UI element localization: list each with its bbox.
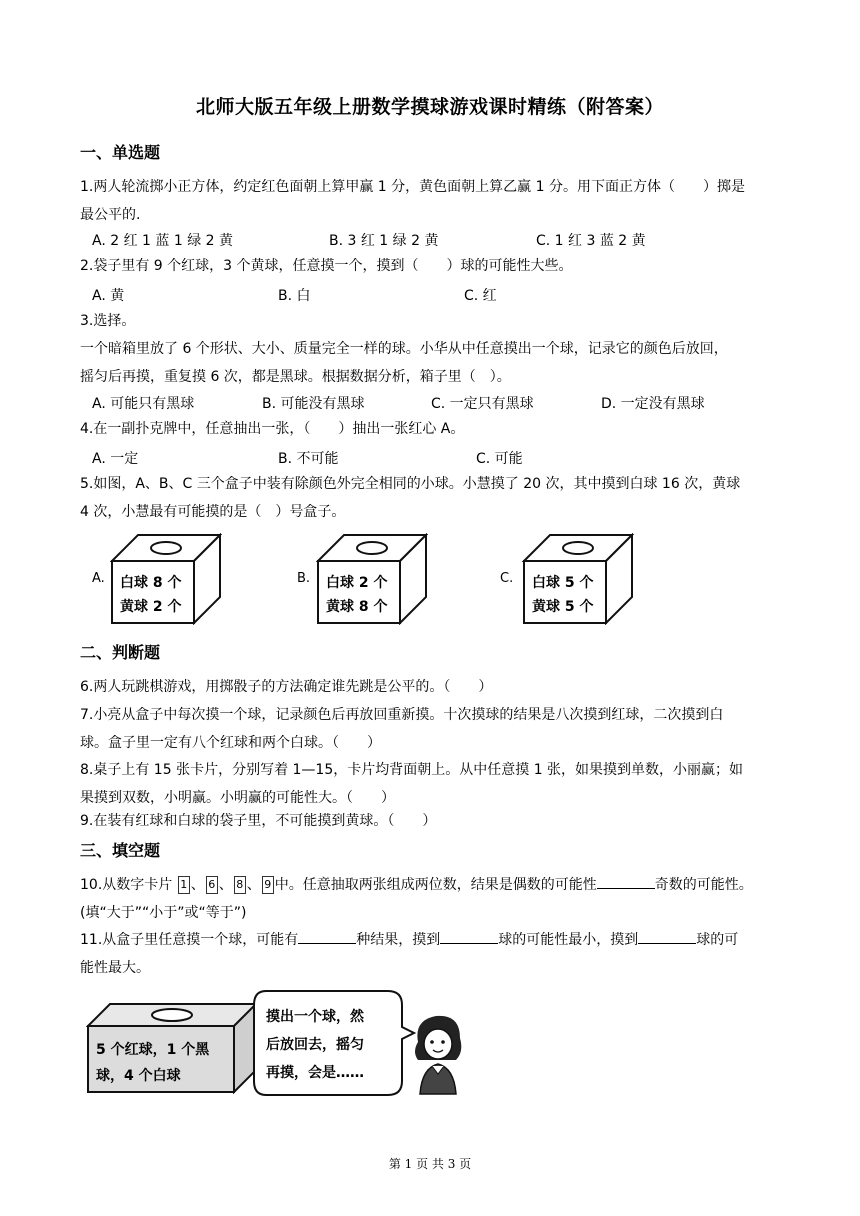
option-a: A. 黄 xyxy=(92,288,125,304)
question-9: 9.在装有红球和白球的袋子里，不可能摸到黄球。（ ） xyxy=(80,813,437,829)
question-10-line-2: (填“大于”“小于”或“等于”) xyxy=(80,905,247,921)
question-3-line-2: 摇匀后再摸，重复摸 6 次，都是黑球。根据数据分析，箱子里（ ）。 xyxy=(80,369,511,385)
question-3-line-1: 一个暗箱里放了 6 个形状、大小、质量完全一样的球。小华从中任意摸出一个球，记录它的颜色后放回， xyxy=(80,341,728,357)
question-3-options xyxy=(92,393,782,417)
box-b-figure xyxy=(316,533,428,625)
question-2-line-1: 2.袋子里有 9 个红球，3 个黄球，任意摸一个，摸到（ ）球的可能性大些。 xyxy=(80,258,573,274)
question-2-options xyxy=(92,285,782,309)
question-10 xyxy=(80,871,780,927)
answer-blank[interactable] xyxy=(638,929,696,944)
number-card: 1 xyxy=(178,876,190,894)
page-title: 北师大版五年级上册数学摸球游戏课时精练（附答案） xyxy=(195,96,664,118)
question-5-line-2: 4 次，小慧最有可能摸的是（ ）号盒子。 xyxy=(80,504,346,520)
box-contents-line-2: 球，4 个白球 xyxy=(96,1068,181,1084)
question-11-text-part-3: 球的可能性最小，摸到 xyxy=(498,932,639,948)
question-11-text-part-1: 11.从盒子里任意摸一个球，可能有 xyxy=(80,932,299,948)
option-c: C. 1 红 3 蓝 2 黄 xyxy=(536,233,646,249)
option-d: D. 一定没有黑球 xyxy=(601,396,705,412)
option-c: C. 一定只有黑球 xyxy=(431,396,534,412)
box-a-figure xyxy=(110,533,222,625)
question-4-line-1: 4.在一副扑克牌中，任意抽出一张，（ ）抽出一张红心 A。 xyxy=(80,421,465,437)
box-b-white-count: 白球 2 个 xyxy=(326,575,388,591)
section-heading-single-choice: 一、单选题 xyxy=(80,143,161,162)
box-a-yellow-count: 黄球 2 个 xyxy=(120,599,182,615)
question-8 xyxy=(80,756,780,812)
option-c: C. 可能 xyxy=(476,451,523,467)
girl-illustration xyxy=(410,1012,466,1096)
box-c-figure xyxy=(522,533,634,625)
question-11-text-part-4: 球的可 xyxy=(696,932,739,948)
question-5-line-1: 5.如图，A、B、C 三个盒子中装有除颜色外完全相同的小球。小慧摸了 20 次，其中摸到白球 16 次，黄球 xyxy=(80,476,741,492)
speech-bubble-line-1: 摸出一个球，然 xyxy=(266,1009,364,1025)
number-card: 9 xyxy=(262,876,274,894)
question-7-line-1: 7.小亮从盒子中每次摸一个球，记录颜色后再放回重新摸。十次摸球的结果是八次摸到红球，二次摸到白 xyxy=(80,707,724,723)
box-contents-line-1: 5 个红球，1 个黑 xyxy=(96,1042,210,1058)
question-4-options xyxy=(92,448,782,472)
option-b: B. 不可能 xyxy=(278,451,339,467)
box-a-label: A. xyxy=(92,571,105,586)
answer-blank[interactable] xyxy=(298,929,356,944)
section-heading-fill-blank: 三、填空题 xyxy=(80,841,161,860)
box-c-white-count: 白球 5 个 xyxy=(532,575,594,591)
question-4 xyxy=(80,415,780,443)
question-11-line-2: 能性最大。 xyxy=(80,960,150,976)
option-a: A. 一定 xyxy=(92,451,139,467)
question-7-line-2: 球。盒子里一定有八个红球和两个白球。（ ） xyxy=(80,735,381,751)
option-b: B. 可能没有黑球 xyxy=(262,396,365,412)
answer-blank[interactable] xyxy=(440,929,498,944)
question-8-line-1: 8.桌子上有 15 张卡片，分别写着 1—15，卡片均背面朝上。从中任意摸 1 张，如果摸到单数，小丽赢；如 xyxy=(80,762,744,778)
question-3-line-0: 3.选择。 xyxy=(80,313,136,329)
speech-bubble-line-2: 后放回去，摇匀 xyxy=(266,1037,364,1053)
question-1-line-2: 最公平的. xyxy=(80,207,141,223)
question-11 xyxy=(80,926,780,982)
option-a: A. 2 红 1 蓝 1 绿 2 黄 xyxy=(92,233,234,249)
box-c-yellow-count: 黄球 5 个 xyxy=(532,599,594,615)
question-3 xyxy=(80,307,780,391)
number-card: 8 xyxy=(234,876,246,894)
number-card: 6 xyxy=(206,876,218,894)
question-1-options xyxy=(92,230,782,254)
box-b-yellow-count: 黄球 8 个 xyxy=(326,599,388,615)
speech-bubble-line-3: 再摸，会是…… xyxy=(266,1065,364,1081)
box-b-label: B. xyxy=(297,571,311,586)
question-11-text-part-2: 种结果，摸到 xyxy=(356,932,441,948)
question-1 xyxy=(80,173,780,229)
answer-blank[interactable] xyxy=(597,874,655,889)
speech-bubble xyxy=(252,987,416,1099)
question-11-line-1 xyxy=(80,926,780,954)
question-10-prefix: 10.从数字卡片 xyxy=(80,877,173,893)
option-b: B. 白 xyxy=(278,288,311,304)
page-footer: 第 1 页 共 3 页 xyxy=(388,1157,472,1171)
box-a-white-count: 白球 8 个 xyxy=(120,575,182,591)
question-1-line-1: 1.两人轮流掷小正方体，约定红色面朝上算甲赢 1 分，黄色面朝上算乙赢 1 分。用下面正方体（ ）掷是 xyxy=(80,179,745,195)
question-10-suffix: 奇数的可能性。 xyxy=(654,877,753,893)
question-10-middle: 中。任意抽取两张组成两位数，结果是偶数的可能性 xyxy=(274,877,597,893)
option-c: C. 红 xyxy=(464,288,497,304)
question-2 xyxy=(80,252,780,280)
question-7 xyxy=(80,701,780,757)
question-10-line-1: 10.从数字卡片 1 、 6 、 8 、 9 中。任意抽取两张组成两位数，结果是偶数的可能性 奇数的可能性。 xyxy=(80,871,780,899)
option-b: B. 3 红 1 绿 2 黄 xyxy=(329,233,439,249)
section-heading-true-false: 二、判断题 xyxy=(80,643,161,662)
option-a: A. 可能只有黑球 xyxy=(92,396,195,412)
box-c-label: C. xyxy=(500,571,514,586)
question-8-line-2: 果摸到双数，小明赢。小明赢的可能性大。（ ） xyxy=(80,790,395,806)
question-5 xyxy=(80,470,780,526)
question-6: 6.两人玩跳棋游戏，用掷骰子的方法确定谁先跳是公平的。（ ） xyxy=(80,679,493,695)
ball-box-figure xyxy=(86,1000,258,1094)
